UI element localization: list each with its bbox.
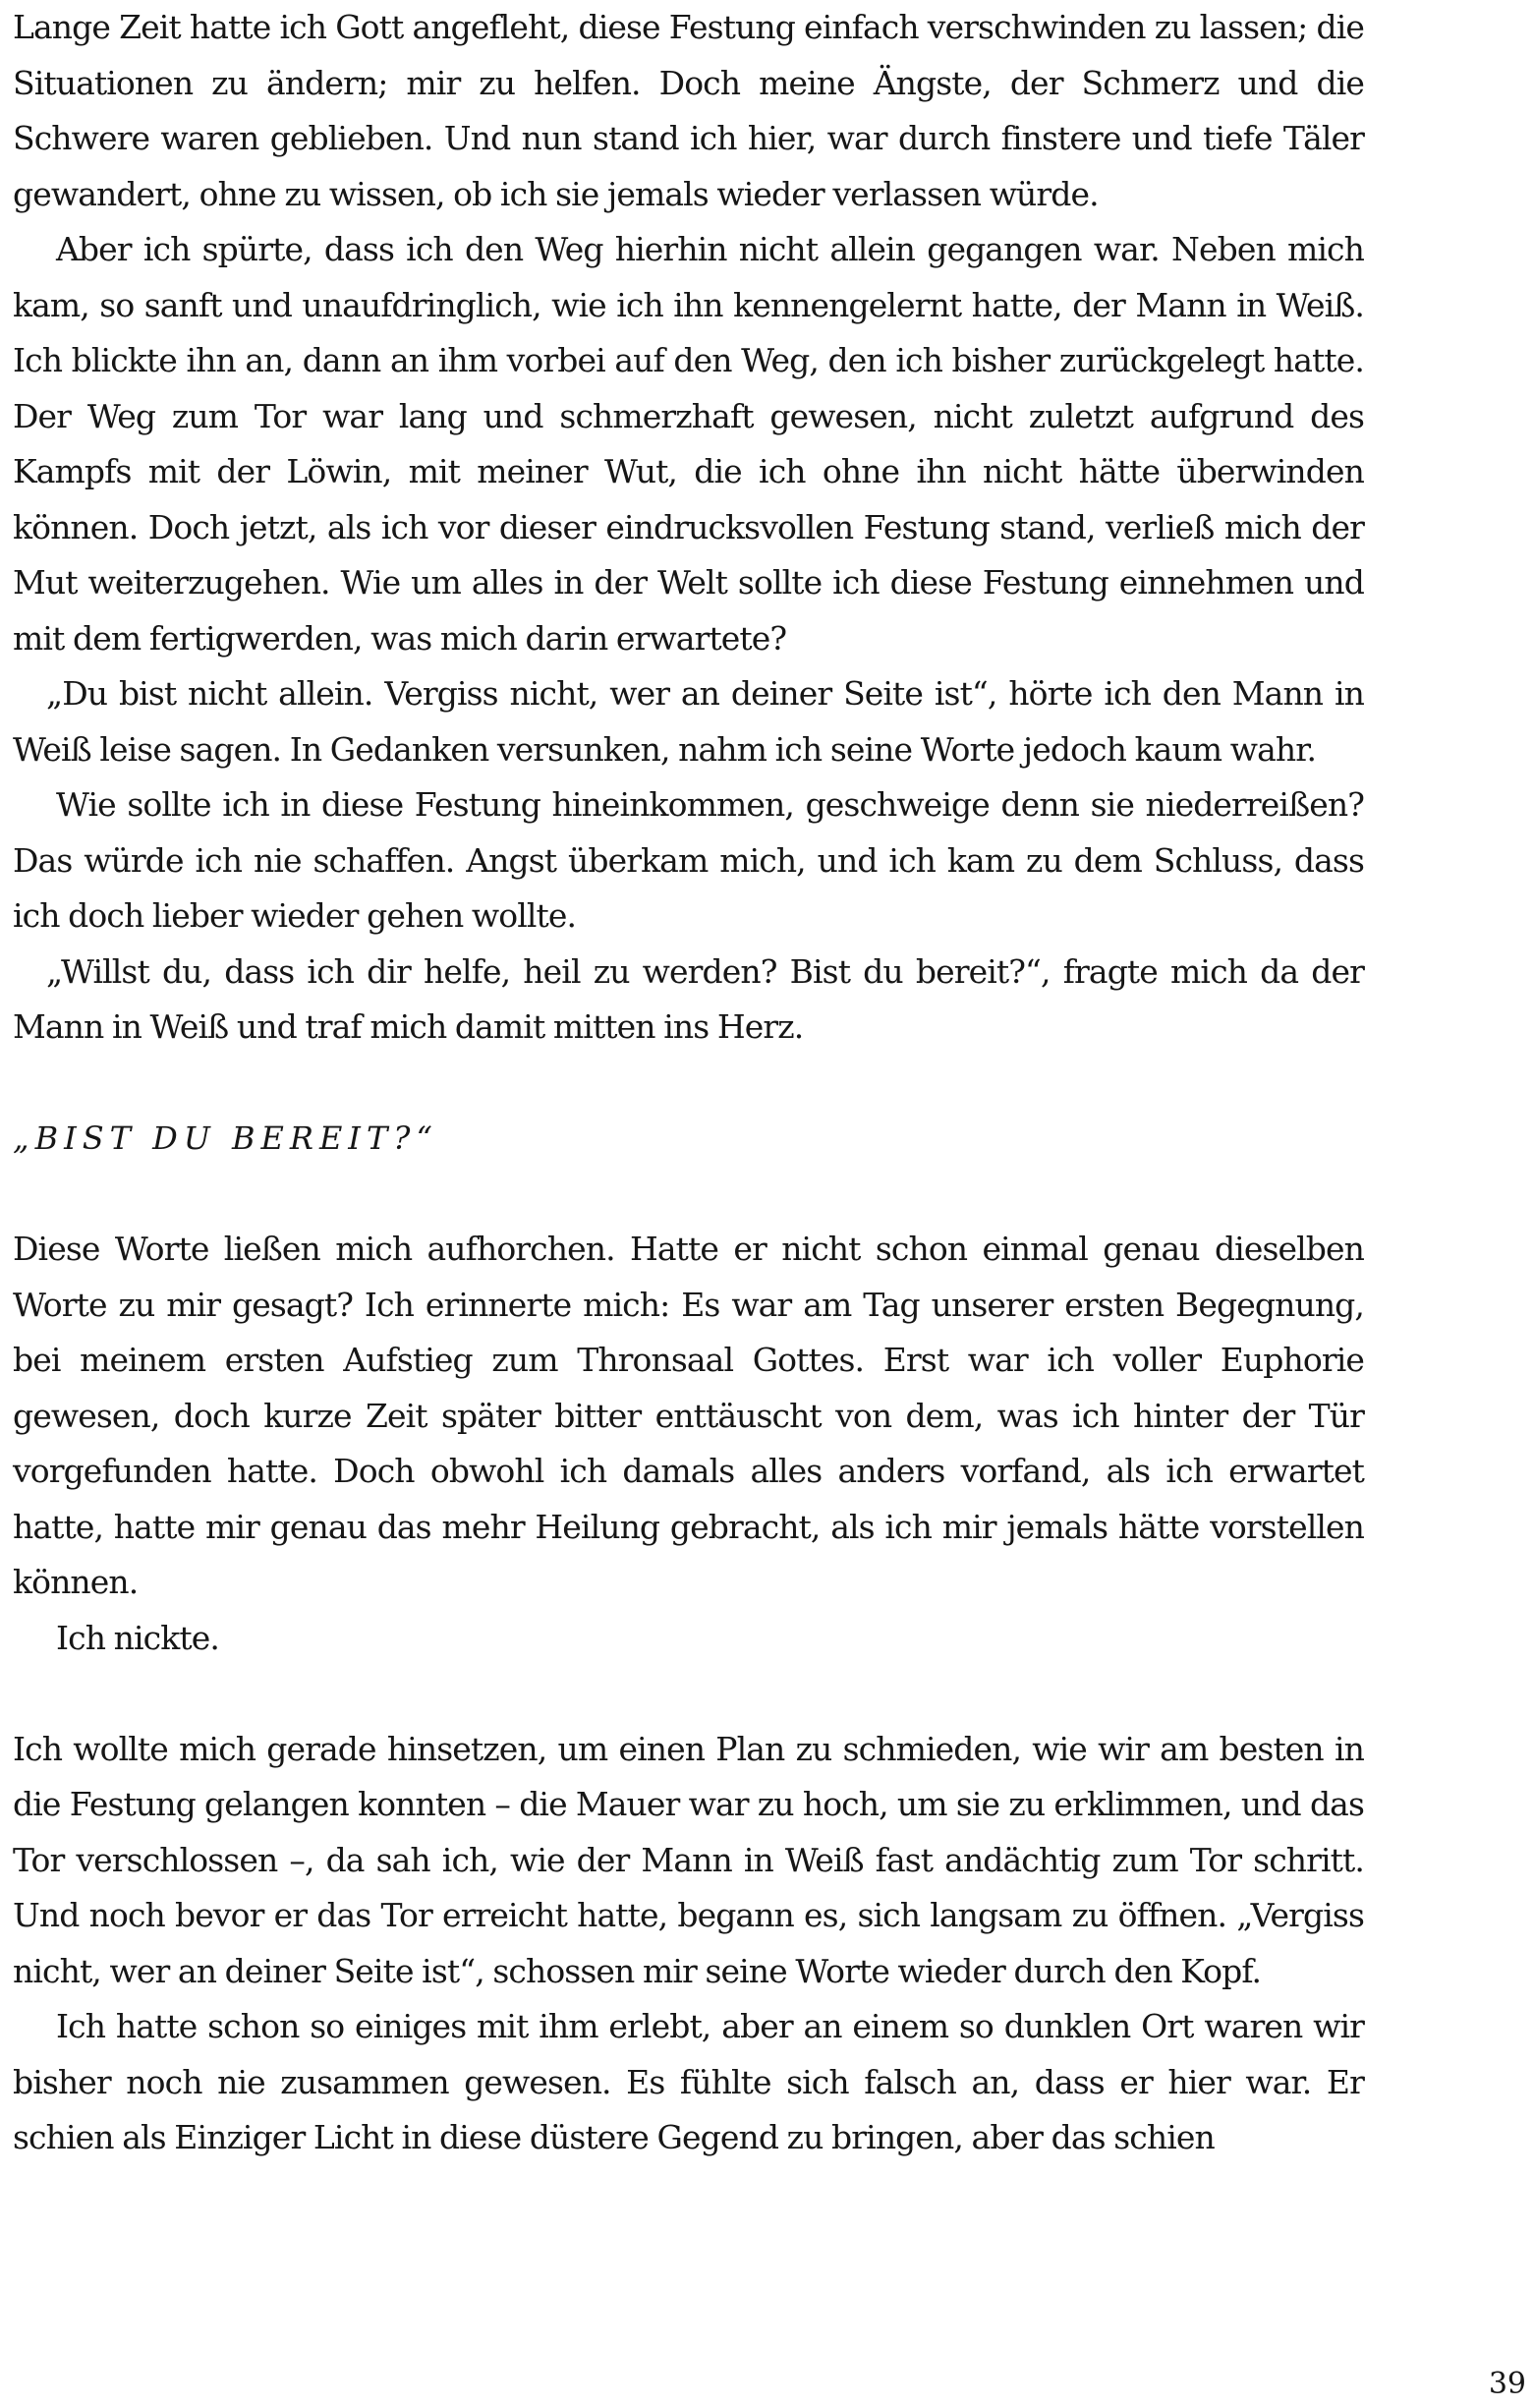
paragraph-6: Diese Worte ließen mich aufhorchen. Hatte er nicht schon einmal genau dieselben Worte zu mir gesagt? Ich erinnerte mich: Es war am Tag unserer ersten Begegnung, bei meinem ersten Aufstieg zum Thronsaal Gottes. Erst war ich voller Euphorie gewesen, doch kurze Zeit später bitter enttäuscht von dem, was ich hinter der Tür vorgefunden hatte. Doch obwohl ich damals alles anders vorfand, als ich erwartet hatte, hatte mir genau das mehr Heilung gebracht, als ich mir jemals hätte vorstellen können. <box>13 1230 1364 1601</box>
paragraph-5: „Willst du, dass ich dir helfe, heil zu werden? Bist du bereit?“, fragte mich da der Mann in Weiß und traf mich damit mitten ins Herz. <box>13 951 1364 1046</box>
paragraph-8: Ich wollte mich gerade hinsetzen, um einen Plan zu schmieden, wie wir am besten in die Festung gelangen konnten – die Mauer war zu hoch, um sie zu erklimmen, und das Tor verschlossen –, da sah ich, wie der Mann in Weiß fast andächtig zum Tor schritt. Und noch bevor er das Tor erreicht hatte, begann es, sich langsam zu öffnen. „Vergiss nicht, wer an deiner Seite ist“, schossen mir seine Worte wieder durch den Kopf. <box>13 1729 1364 1990</box>
paragraph-2: Aber ich spürte, dass ich den Weg hierhin nicht allein gegangen war. Neben mich kam, so sanft und unaufdringlich, wie ich ihn kennengelernt hatte, der Mann in Weiß. Ich blickte ihn an, dann an ihm vorbei auf den Weg, den ich bisher zurückgelegt hatte. Der Weg zum Tor war lang und schmerzhaft gewesen, nicht zuletzt aufgrund des Kampfs mit der Löwin, mit meiner Wut, die ich ohne ihn nicht hätte überwinden können. Doch jetzt, als ich vor dieser eindrucksvollen Festung stand, verließ mich der Mut weiterzugehen. Wie um alles in der Welt sollte ich diese Festung einnehmen und mit dem fertigwerden, was mich darin erwartete? <box>13 230 1364 658</box>
paragraph-9: Ich hatte schon so einiges mit ihm erlebt, aber an einem so dunklen Ort waren wir bisher noch nie zusammen gewesen. Es fühlte sich falsch an, dass er hier war. Er schien als Einziger Licht in diese düstere Gegend zu bringen, aber das schien <box>13 2007 1364 2156</box>
section-heading: „BIST DU BEREIT?“ <box>13 1119 438 1157</box>
paragraph-4: Wie sollte ich in diese Festung hineinkommen, geschweige denn sie niederreißen? Das würde ich nie schaffen. Angst überkam mich, und ich kam zu dem Schluss, dass ich doch lieber wieder gehen wollte. <box>13 785 1364 935</box>
page-number: 39 <box>1488 2367 1526 2401</box>
paragraph-3: „Du bist nicht allein. Vergiss nicht, wer an deiner Seite ist“, hörte ich den Mann in Weiß leise sagen. In Gedanken versunken, nahm ich seine Worte jedoch kaum wahr. <box>13 674 1364 769</box>
section-spacer <box>13 1666 1364 1722</box>
section-spacer <box>13 1167 1364 1223</box>
paragraph-1: Lange Zeit hatte ich Gott angefleht, diese Festung einfach verschwinden zu lassen; die Situationen zu ändern; mir zu helfen. Doch meine Ängste, der Schmerz und die Schwere waren geblieben. Und nun stand ich hier, war durch finstere und tiefe Täler gewandert, ohne zu wissen, ob ich sie jemals wieder verlassen würde. <box>13 8 1364 213</box>
paragraph-7: Ich nickte. <box>56 1618 219 1657</box>
book-page <box>13 0 1364 2166</box>
section-spacer <box>13 1056 1364 1112</box>
